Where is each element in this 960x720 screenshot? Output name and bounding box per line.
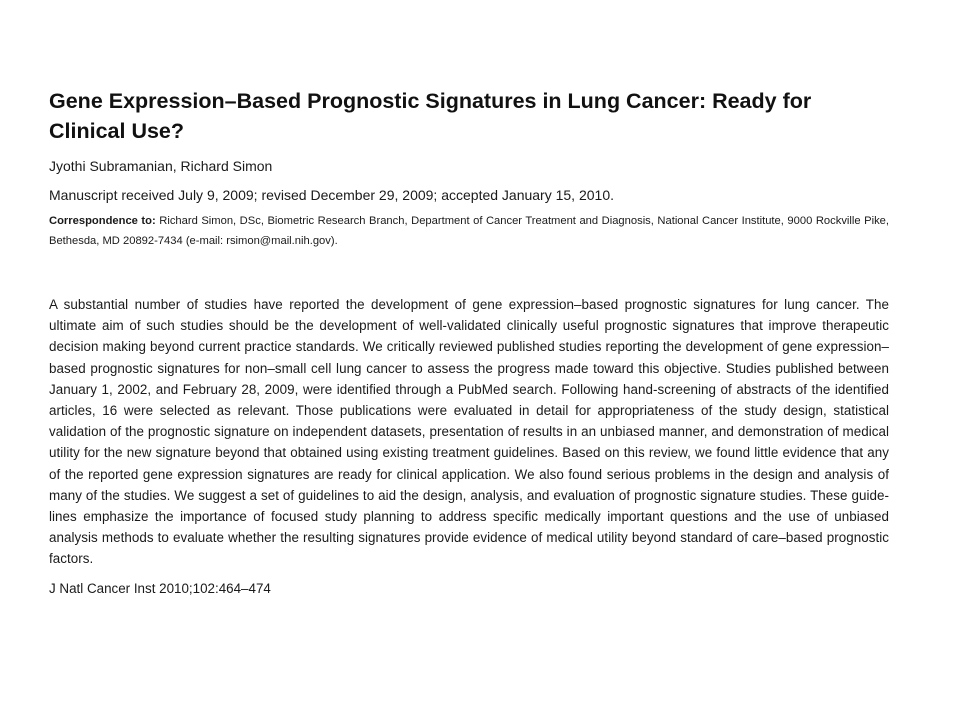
journal-citation: J Natl Cancer Inst 2010;102:464–474 [49, 580, 271, 596]
article-page [49, 86, 889, 598]
correspondence-text: Richard Simon, DSc, Biometric Research Branch, Department of Cancer Treatment and Diagnosis, National Cancer Institute, 9000 Rockville Pike, Bethesda, MD 20892-7434 (e-mail: rsimon@mail.nih.gov). [49, 215, 889, 247]
manuscript-dates: Manuscript received July 9, 2009; revised December 29, 2009; accepted January 15, 2010. [49, 187, 614, 203]
correspondence-label: Correspondence to: [49, 215, 156, 227]
article-title: Gene Expression–Based Prognostic Signatures in Lung Cancer: Ready for Clinical Use? [49, 89, 812, 143]
abstract-text: A substantial number of studies have reported the development of gene expression–based prognostic signatures for lung cancer. The ultimate aim of such studies should be the development of well-validated clinically useful prognostic signatures that improve therapeutic decision making beyond current practice standards. We critically reviewed published studies reporting the development of gene expression–based prognostic signatures for non–small cell lung cancer to assess the progress made toward this objective. Studies published between January 1, 2002, and February 28, 2009, were identified through a PubMed search. Following hand-screening of abstracts of the identified articles, 16 were selected as relevant. Those publications were evaluated in detail for appropriateness of the study design, statistical validation of the prognostic signature on independent datasets, presentation of results in an unbiased manner, and demonstration of medical utility for the new signature beyond that obtained using existing treatment guidelines. Based on this review, we found little evidence that any of the reported gene expression signatures are ready for clinical application. We also found serious problems in the design and analysis of many of the studies. We suggest a set of guidelines to aid the design, analysis, and evaluation of prognostic signature studies. These guidelines emphasize the importance of focused study planning to address specific medically important questions and the use of unbiased analysis methods to evaluate whether the resulting signatures provide evidence of medical utility beyond standard of care–based prognostic factors. [49, 297, 889, 567]
author-list: Jyothi Subramanian, Richard Simon [49, 158, 273, 174]
correspondence-block [49, 211, 889, 251]
